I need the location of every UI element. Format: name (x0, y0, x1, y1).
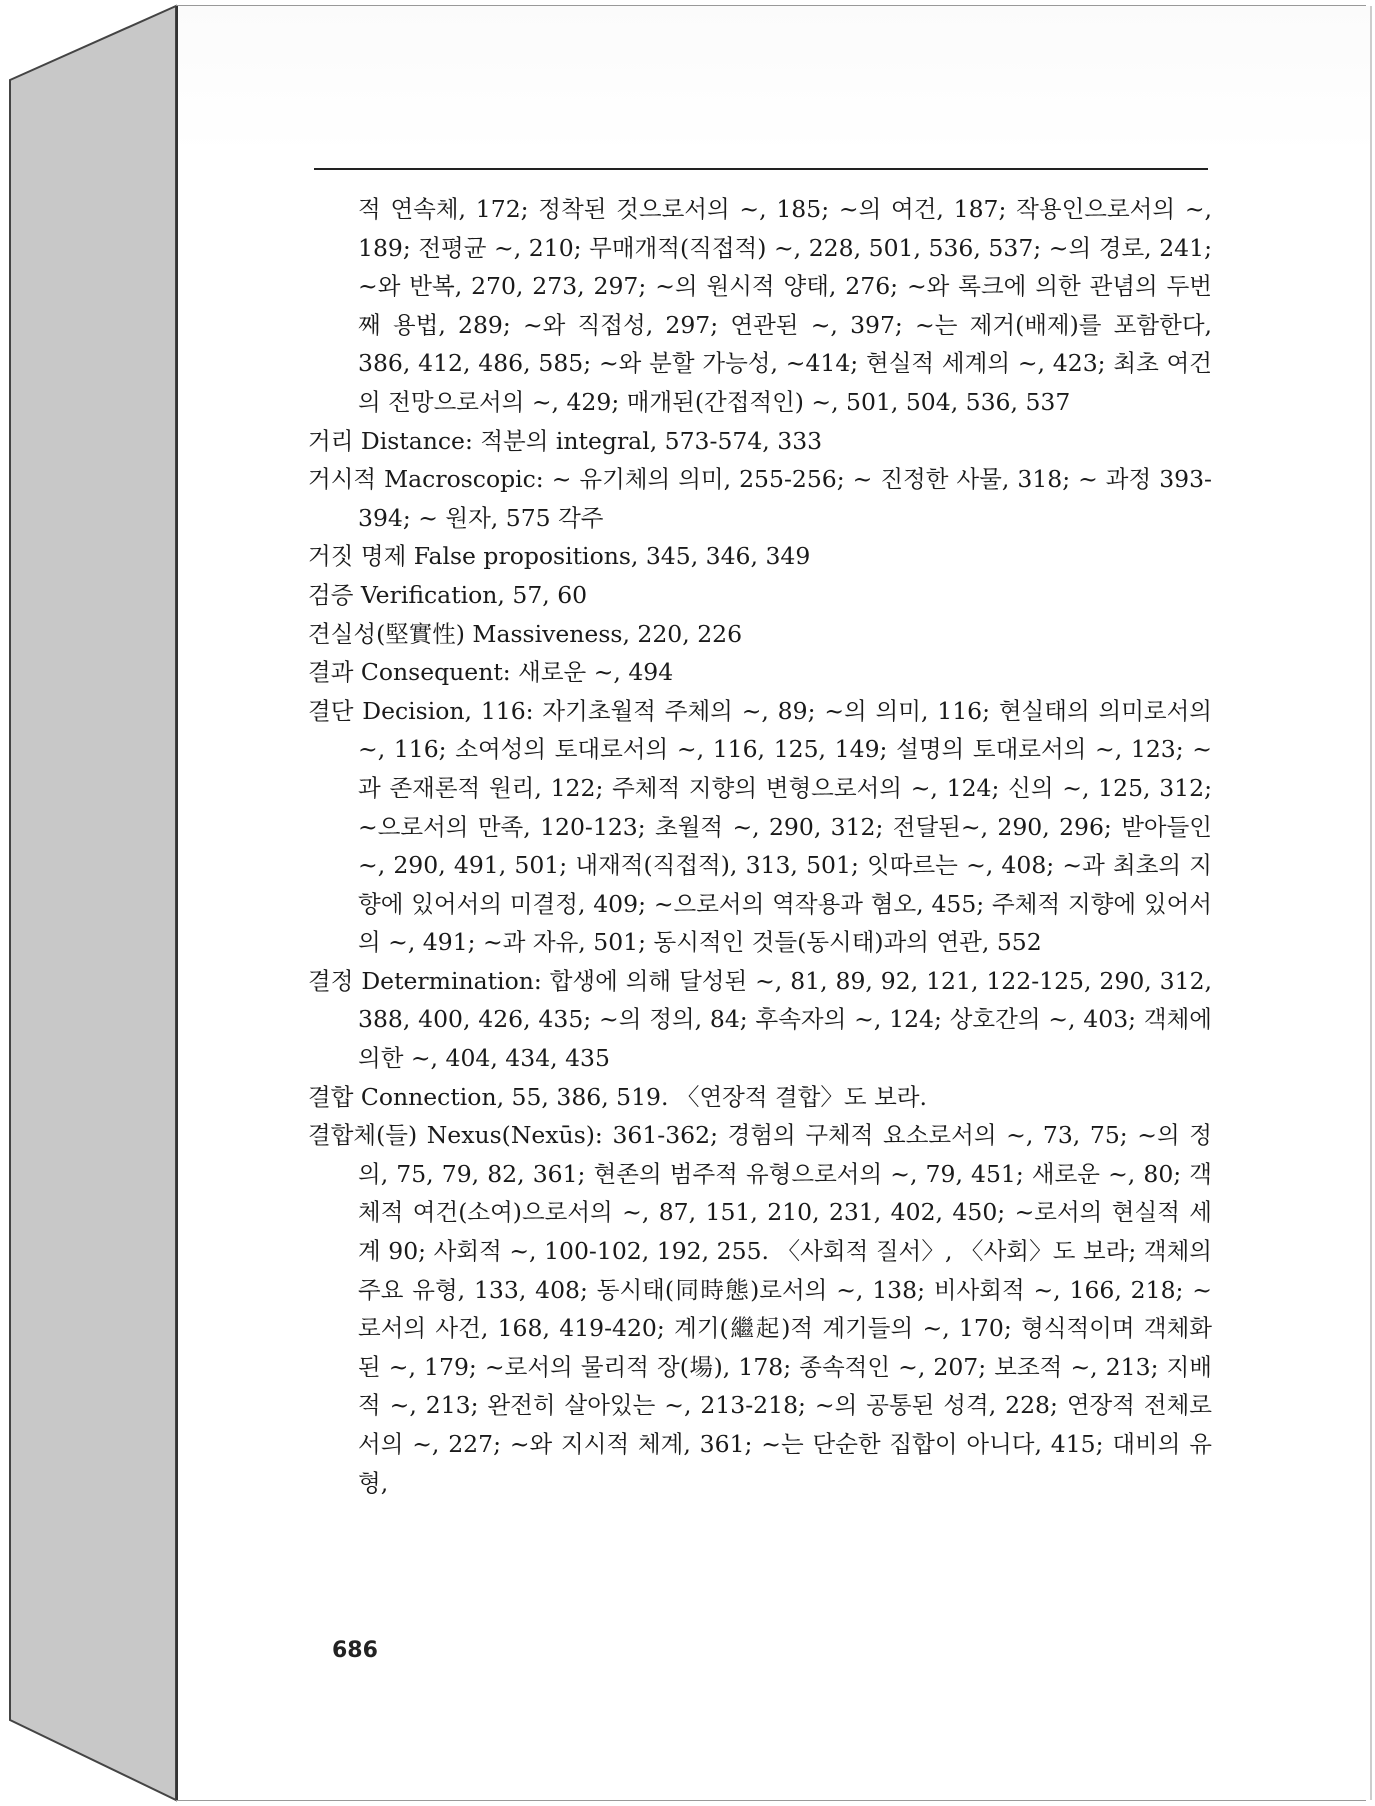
index-entry: 거시적 Macroscopic: ~ 유기체의 의미, 255-256; ~ 진정한 사물, 318; ~ 과정 393-394; ~ 원자, 575 각주 (308, 465, 1212, 532)
index-entry: 적 연속체, 172; 정착된 것으로서의 ~, 185; ~의 여건, 187; 작용인으로서의 ~, 189; 전평균 ~, 210; 무매개적(직접적) ~, 228, 501, 536, 537; ~의 경로, 241; ~와 반복, 270, 273, 297; ~의 원시적 양태, 276; ~와 록크에 의한 관념의 두번째 용법, 289; ~와 직접성, 297; 연관된 ~, 397; ~는 제거(배제)를 포함한다, 386, 412, 486, 585; ~와 분할 가능성, ~414; 현실적 세계의 ~, 423; 최초 여건의 전망으로서의 ~, 429; 매개된(간접적인) ~, 501, 504, 536, 537 (358, 195, 1212, 416)
page-top-tint (178, 6, 1370, 156)
header-rule (314, 168, 1208, 170)
page-number: 686 (332, 1638, 378, 1663)
index-entry: 거짓 명제 False propositions, 345, 346, 349 (308, 542, 811, 571)
book-page (176, 6, 1370, 1800)
index-entry: 검증 Verification, 57, 60 (308, 580, 588, 609)
index-entry: 결과 Consequent: 새로운 ~, 494 (308, 658, 674, 687)
index-entry: 결정 Determination: 합생에 의해 달성된 ~, 81, 89, 92, 121, 122-125, 290, 312, 388, 400, 426, 435; ~의 정의, 84; 후속자의 ~, 124; 상호간의 ~, 403; 객체에 의한 ~, 404, 434, 435 (308, 966, 1212, 1073)
index-entry: 견실성(堅實性) Massiveness, 220, 226 (308, 619, 743, 648)
index-entry: 결단 Decision, 116: 자기초월적 주체의 ~, 89; ~의 의미, 116; 현실태의 의미로서의 ~, 116; 소여성의 토대로서의 ~, 116, 125, 149; 설명의 토대로서의 ~, 123; ~과 존재론적 원리, 122; 주체적 지향의 변형으로서의 ~, 124; 신의 ~, 125, 312; ~으로서의 만족, 120-123; 초월적 ~, 290, 312; 전달된~, 290, 296; 받아들인 ~, 290, 491, 501; 내재적(직접적), 313, 501; 잇따르는 ~, 408; ~과 최초의 지향에 있어서의 미결정, 409; ~으로서의 역작용과 혐오, 455; 주체적 지향에 있어서의 ~, 491; ~과 자유, 501; 동시적인 것들(동시태)과의 연관, 552 (308, 696, 1212, 957)
index-entry: 거리 Distance: 적분의 integral, 573-574, 333 (308, 426, 823, 455)
index-entry: 결합체(들) Nexus(Nexūs): 361-362; 경험의 구체적 요소로서의 ~, 73, 75; ~의 정의, 75, 79, 82, 361; 현존의 범주적 유형으로서의 ~, 79, 451; 새로운 ~, 80; 객체적 여건(소여)으로서의 ~, 87, 151, 210, 231, 402, 450; ~로서의 현실적 세계 90; 사회적 ~, 100-102, 192, 255. 〈사회적 질서〉, 〈사회〉도 보라; 객체의 주요 유형, 133, 408; 동시태(同時態)로서의 ~, 138; 비사회적 ~, 166, 218; ~로서의 사건, 168, 419-420; 계기(繼起)적 계기들의 ~, 170; 형식적이며 객체화된 ~, 179; ~로서의 물리적 장(場), 178; 종속적인 ~, 207; 보조적 ~, 213; 지배적 ~, 213; 완전히 살아있는 ~, 213-218; ~의 공통된 성격, 228; 연장적 전체로서의 ~, 227; ~와 지시적 체계, 361; ~는 단순한 집합이 아니다, 415; 대비의 유형, (308, 1121, 1212, 1497)
index-body (308, 190, 1212, 1502)
index-entry: 결합 Connection, 55, 386, 519. 〈연장적 결합〉도 보라. (308, 1082, 927, 1111)
